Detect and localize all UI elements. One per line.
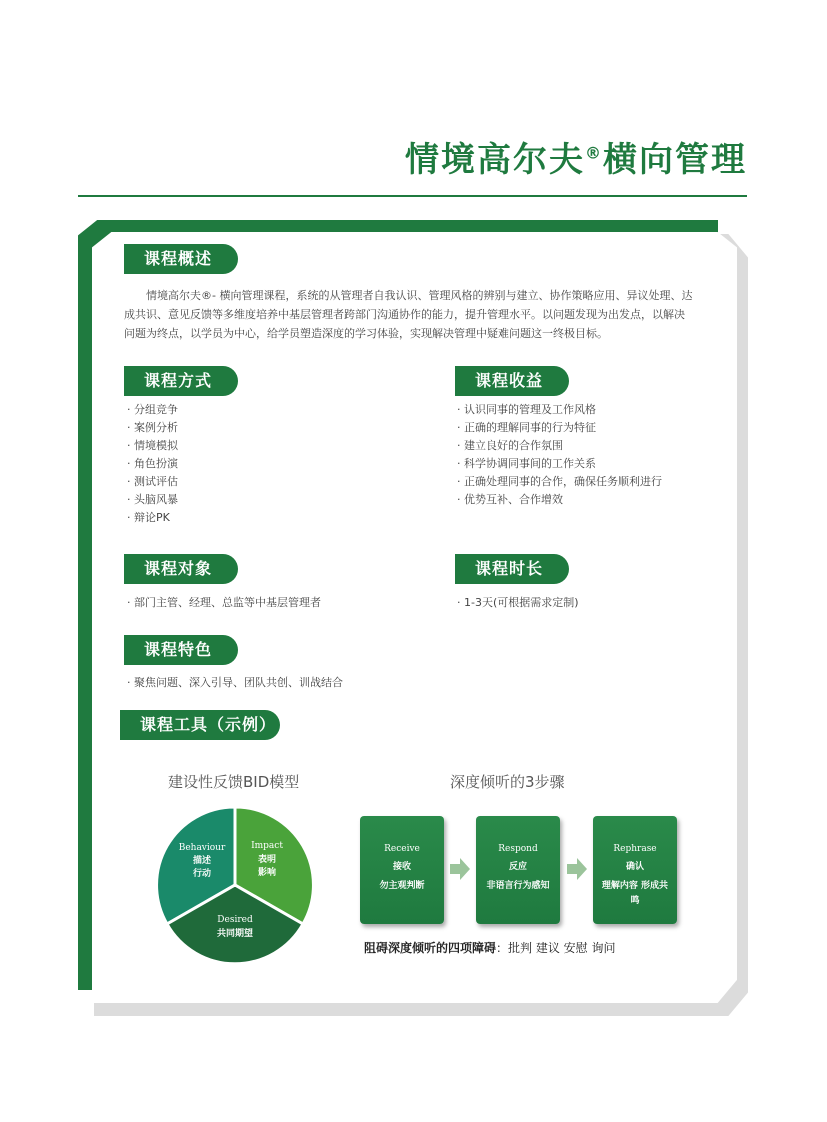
- feature-list-item: · 聚焦问题、深入引导、团队共创、训战结合: [127, 674, 343, 692]
- barrier-items: ：批判 建议 安慰 询问: [496, 941, 616, 955]
- benefit-list-item: · 正确处理同事的合作，确保任务顺利进行: [457, 473, 662, 491]
- step-rephrase: [593, 816, 677, 924]
- bid-desired-en: Desired: [217, 915, 253, 925]
- benefit-heading: 课程收益: [455, 366, 569, 396]
- method-list-item: · 头脑风暴: [127, 491, 178, 509]
- duration-heading: 课程时长: [455, 554, 569, 584]
- feature-list: [127, 674, 343, 692]
- method-list-item: · 情境模拟: [127, 437, 178, 455]
- audience-heading: 课程对象: [124, 554, 238, 584]
- benefit-list: [457, 401, 662, 509]
- step-respond-en: Respond: [498, 844, 538, 854]
- bid-desired-cn1: 共同期望: [216, 929, 254, 939]
- bid-pie-diagram: [150, 800, 320, 970]
- method-list: [127, 401, 178, 527]
- audience-list: [127, 594, 321, 612]
- step-respond-cn1: 反应: [508, 862, 527, 872]
- step-receive: [360, 816, 444, 924]
- benefit-list-item: · 建立良好的合作氛围: [457, 437, 662, 455]
- bid-behaviour-en: Behaviour: [178, 843, 226, 853]
- overview-heading: 课程概述: [124, 244, 238, 274]
- step-receive-cn1: 接收: [392, 862, 411, 872]
- barrier-line: [364, 939, 615, 956]
- page-title: 情境高尔夫®横向管理: [405, 140, 747, 180]
- listening-title: 深度倾听的3步骤: [450, 773, 565, 791]
- step-rephrase-en: Rephrase: [613, 844, 657, 854]
- bid-behaviour-cn1: 描述: [192, 856, 212, 866]
- step-rephrase-cn2: 理解内容 形成共鸣: [601, 881, 669, 906]
- tools-heading: 课程工具（示例）: [120, 710, 280, 740]
- feature-heading: 课程特色: [124, 635, 238, 665]
- step-respond: [476, 816, 560, 924]
- barrier-label: 阻碍深度倾听的四项障碍: [364, 941, 497, 955]
- bid-impact-cn1: 表明: [257, 855, 277, 865]
- method-heading: 课程方式: [124, 366, 238, 396]
- audience-list-item: · 部门主管、经理、总监等中基层管理者: [127, 594, 321, 612]
- method-list-item: · 辩论PK: [127, 509, 178, 527]
- arrow-right-icon: [567, 858, 587, 880]
- step-receive-en: Receive: [384, 844, 420, 854]
- title-divider: [78, 195, 747, 197]
- benefit-list-item: · 优势互补、合作增效: [457, 491, 662, 509]
- step-receive-cn2: 勿主观判断: [379, 881, 425, 891]
- arrow-right-icon: [450, 858, 470, 880]
- method-list-item: · 案例分析: [127, 419, 178, 437]
- bid-behaviour-cn2: 行动: [192, 869, 212, 879]
- bid-title: 建设性反馈BID模型: [168, 773, 300, 791]
- method-list-item: · 测试评估: [127, 473, 178, 491]
- bid-impact-en: Impact: [251, 841, 283, 851]
- benefit-list-item: · 正确的理解同事的行为特征: [457, 419, 662, 437]
- duration-list: [457, 594, 579, 612]
- benefit-list-item: · 认识同事的管理及工作风格: [457, 401, 662, 419]
- step-rephrase-cn1: 确认: [625, 862, 644, 872]
- overview-text: 情境高尔夫®- 横向管理课程，系统的从管理者自我认识、管理风格的辨别与建立、协作策略应用、异议处理、达成共识、意见反馈等多维度培养中基层管理者跨部门沟通协作的能力，提升管理水平。以问题发现为出发点，以解决问题为终点，以学员为中心，给学员塑造深度的学习体验，实现解决管理中疑难问题这一终极目标。: [124, 289, 693, 340]
- method-list-item: · 分组竞争: [127, 401, 178, 419]
- method-list-item: · 角色扮演: [127, 455, 178, 473]
- benefit-list-item: · 科学协调同事间的工作关系: [457, 455, 662, 473]
- bid-impact-cn2: 影响: [257, 868, 277, 878]
- duration-list-item: · 1-3天(可根据需求定制): [457, 594, 579, 612]
- step-respond-cn2: 非语言行为感知: [486, 881, 550, 891]
